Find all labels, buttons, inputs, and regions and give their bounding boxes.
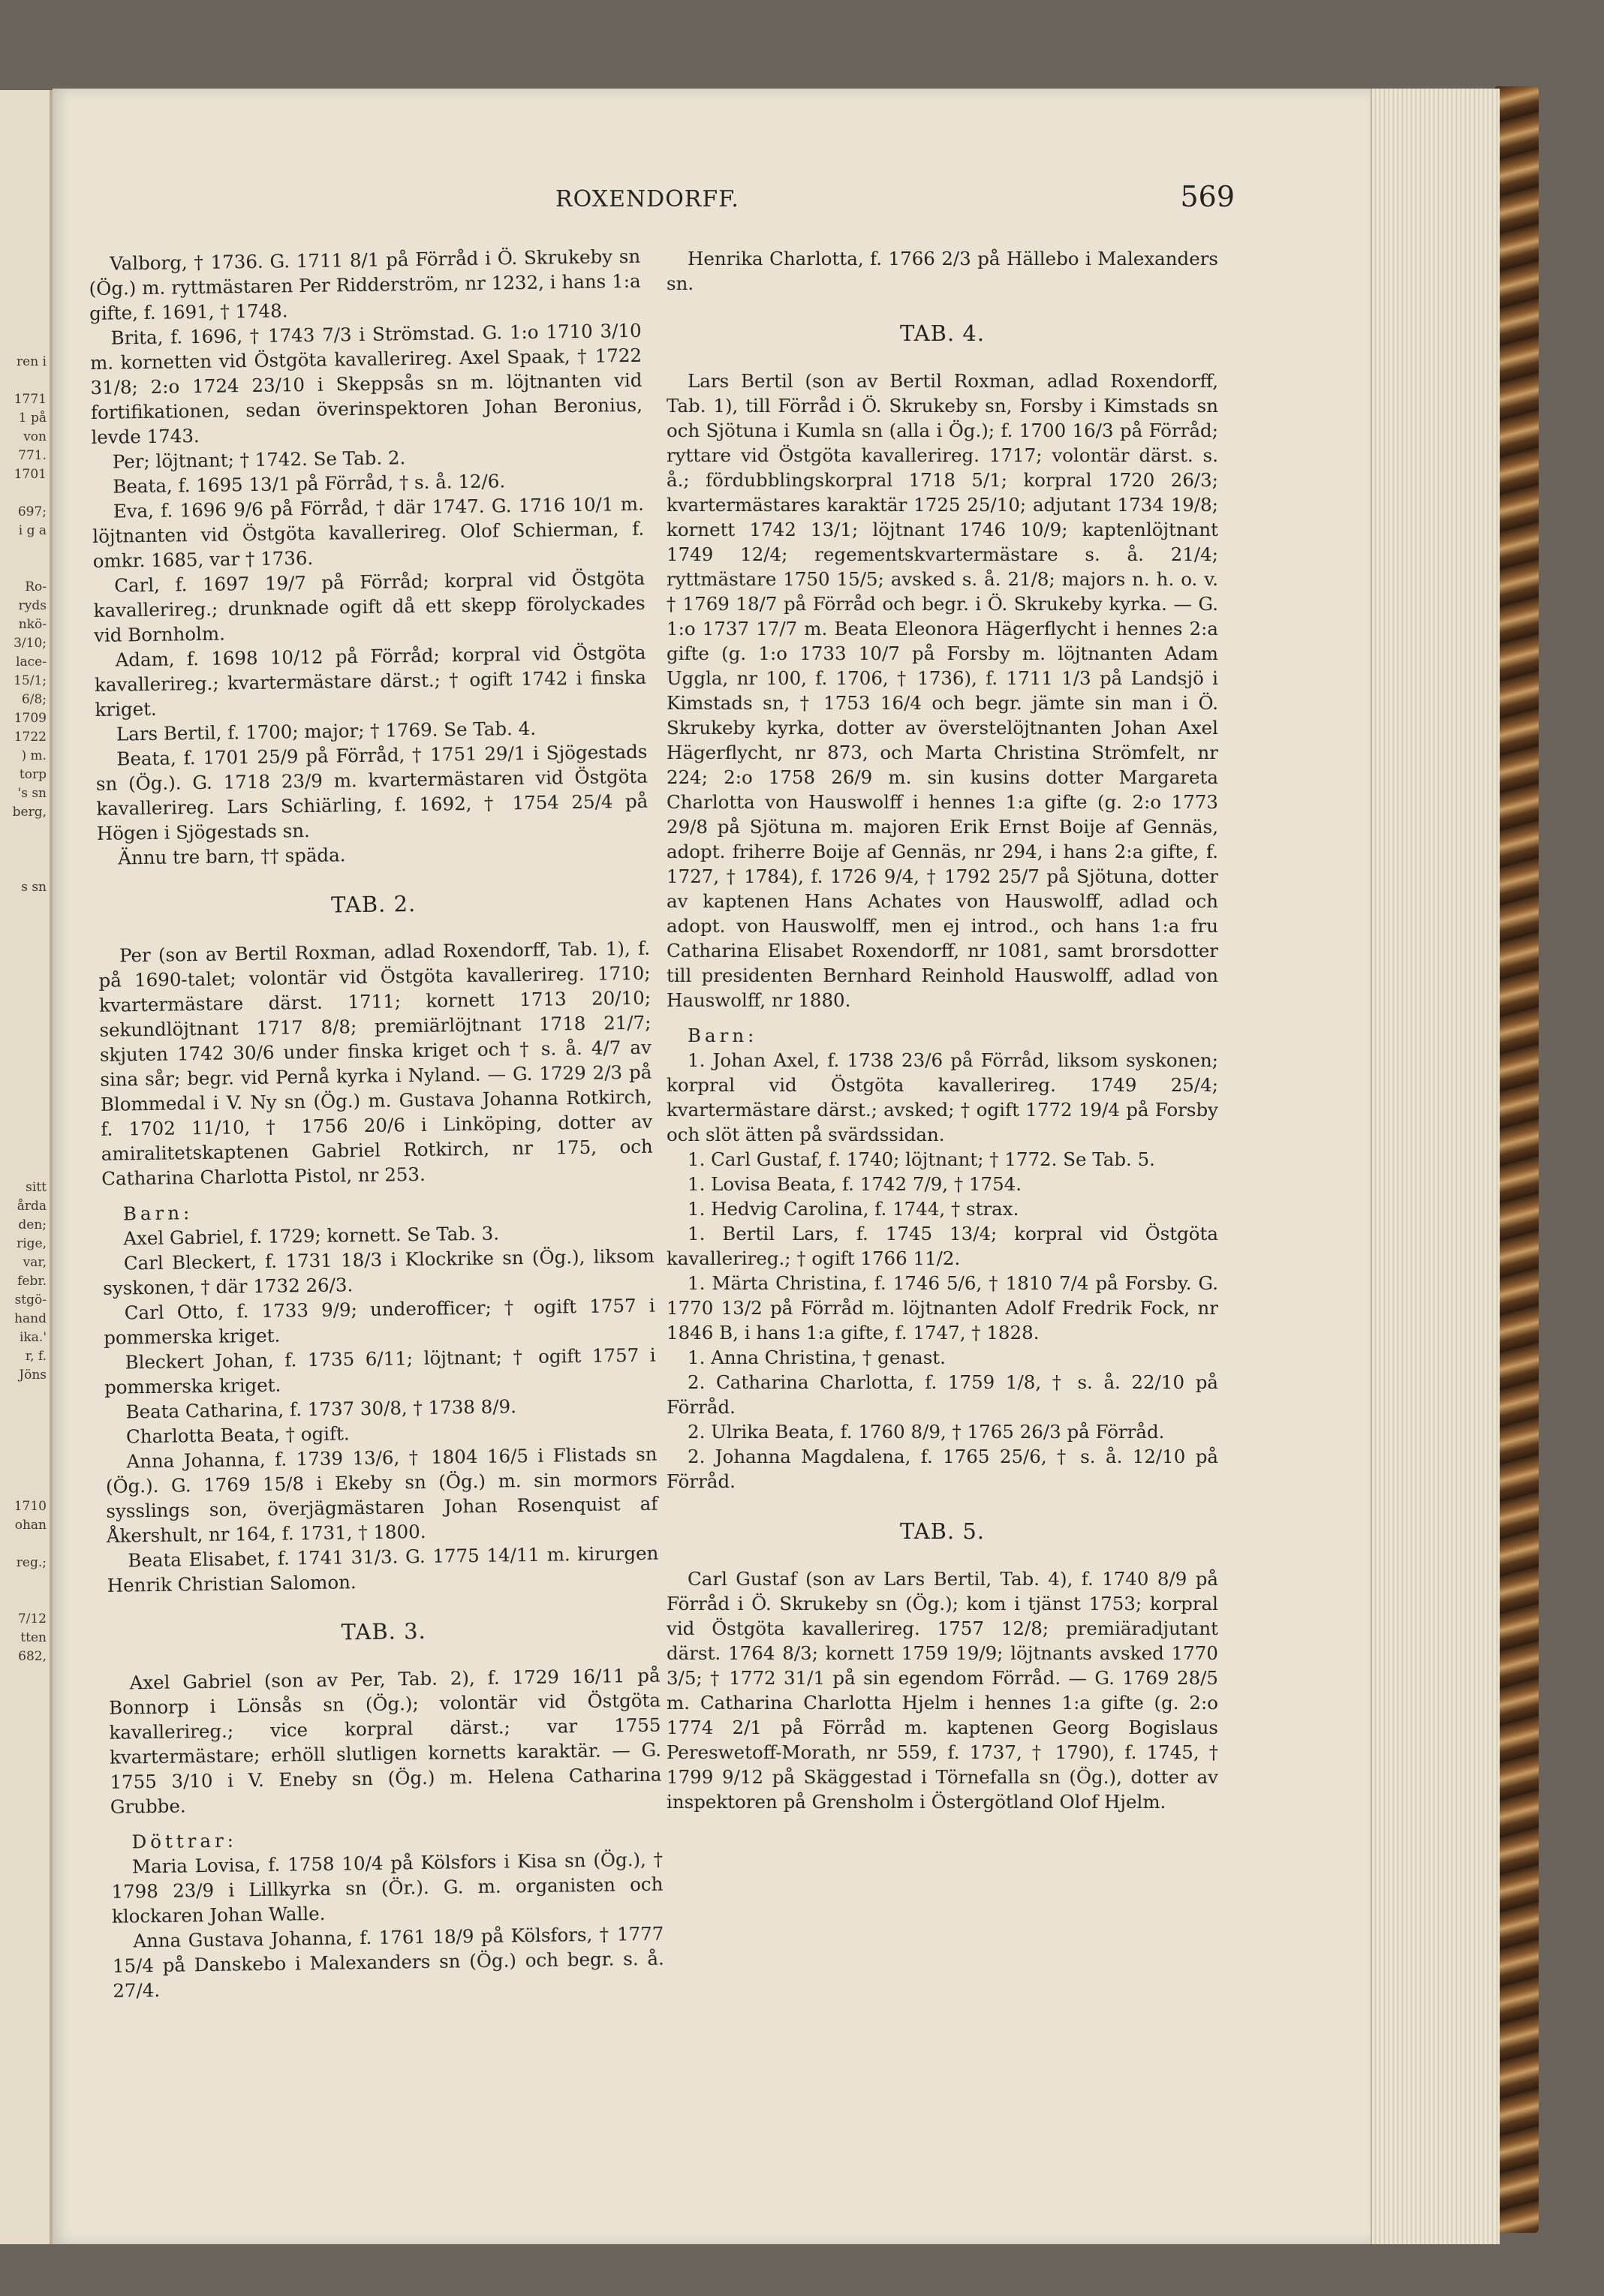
genealogy-entry: 1. Johan Axel, f. 1738 23/6 på Förråd, liksom syskonen; korpral vid Östgöta kavallerireg. 1749 25/4; kvartermästare därst.; avsked; † ogift 1772 19/4 på Forsby och slöt ätten på svärdssidan. — [667, 1049, 1218, 1145]
margin-fragment: 1701 — [14, 467, 47, 482]
genealogy-entry: 1. Märta Christina, f. 1746 5/6, † 1810 7/4 på Forsby. G. 1770 13/2 på Förråd m. löjtnanten Adolf Fredrik Fock, nr 1846 B, i hans 1:a gifte, f. 1747, † 1828. — [667, 1272, 1218, 1344]
margin-fragment: 1709 — [14, 711, 47, 726]
margin-fragment — [0, 859, 47, 878]
margin-fragment — [0, 540, 47, 559]
margin-fragment: ryds — [18, 598, 47, 613]
genealogy-entry: Henrika Charlotta, f. 1766 2/3 på Hällebo i Malexanders sn. — [667, 248, 1218, 294]
margin-fragment — [0, 1385, 47, 1404]
margin-fragment: torp — [19, 767, 47, 782]
margin-fragment — [0, 1160, 47, 1178]
genealogy-entry: Beata Elisabet, f. 1741 31/3. G. 1775 14/11 m. kirurgen Henrik Christian Salomon. — [107, 1542, 659, 1596]
margin-fragment — [0, 1404, 47, 1422]
margin-fragment — [0, 1141, 47, 1160]
genealogy-entry: 2. Ulrika Beata, f. 1760 8/9, † 1765 26/3 på Förråd. — [688, 1421, 1165, 1443]
genealogy-entry: Carl Otto, f. 1733 9/9; underofficer; † ogift 1757 i pommerska kriget. — [104, 1294, 655, 1349]
genealogy-entry: Axel Gabriel, f. 1729; kornett. Se Tab. 3. — [123, 1222, 500, 1250]
genealogy-entry: Beata Catharina, f. 1737 30/8, † 1738 8/9. — [125, 1395, 517, 1423]
running-header-title: ROXENDORFF. — [555, 186, 739, 212]
genealogy-entry: 1. Hedvig Carolina, f. 1744, † strax. — [688, 1198, 1019, 1220]
margin-fragment — [0, 1479, 47, 1497]
genealogy-entry: 2. Johanna Magdalena, f. 1765 25/6, † s. å. 12/10 på Förråd. — [667, 1446, 1218, 1492]
margin-fragment — [0, 1028, 47, 1047]
margin-fragment — [0, 1066, 47, 1085]
previous-page-margin-text — [0, 353, 47, 1666]
margin-fragment: febr. — [17, 1274, 47, 1289]
genealogy-entry: Lars Bertil (son av Bertil Roxman, adlad Roxendorff, Tab. 1), till Förråd i Ö. Skrukeby sn, Forsby i Kimstads sn och Sjötuna i Kumla sn (alla i Ög.); f. 1700 16/3 på Förråd; ryttare vid Östgöta kavallerireg. 1717; volontär därst. s. å.; fördubblingskorpral 1718 5/1; korpral 1720 26/3; kvartermästares karaktär 1725 25/10; adjutant 1734 19/8; kornett 1742 13/1; löjtnant 1746 10/9; kaptenlöjtnant 1749 12/4; regementskvartermästare s. å. 21/4; ryttmästare 1750 15/5; avsked s. å. 21/8; majors n. h. o. v. † 1769 18/7 på Förråd och begr. i Ö. Skrukeby kyrka. — G. 1:o 1737 17/7 m. Beata Eleonora Hägerflycht i hennes 2:a gifte (g. 1:o 1733 10/7 på Forsby m. löjtnanten Adam Uggla, nr 100, f. 1706, † 1736), f. 1711 1/3 på Landsjö i Kimstads sn, † 1753 16/4 och begr. jämte sin man i Ö. Skrukeby kyrka, dotter av överstelöjtnanten Johan Axel Hägerflycht, nr 873, och Marta Christina Strömfelt, nr 224; 2:o 1758 26/9 m. sin kusins dotter Margareta Charlotta von Hauswolff i hennes 1:a gifte (g. 2:o 1773 29/8 på Sjötuna m. majoren Erik Ernst Boije af Gennäs, adopt. friherre Boije af Gennäs, nr 294, i hans 2:a gifte, f. 1727, † 1784), f. 1726 9/4, † 1792 25/7 på Sjötuna, dotter av kaptenen Hans Achates von Hauswolff, adlad och adopt. von Hauswolff, men ej introd., och hans 1:a fru Catharina Elisabet Roxendorff, nr 1081, samt brorsdotter till presidenten Bernhard Reinhold Hauswolff, adlad von Hauswolff, nr 1880. — [667, 370, 1218, 1011]
margin-fragment — [0, 934, 47, 953]
margin-fragment: årda — [17, 1199, 47, 1214]
margin-fragment — [0, 1591, 47, 1610]
margin-fragment: Ro- — [25, 579, 47, 594]
previous-page-strip — [0, 90, 53, 2244]
margin-fragment — [0, 1422, 47, 1441]
margin-fragment — [0, 372, 47, 390]
genealogy-entry: Carl, f. 1697 19/7 på Förråd; korpral vid Östgöta kavallerireg.; drunknade ogift då ett skepp förolyckades vid Bornholm. — [93, 567, 646, 646]
margin-fragment: 1771 — [14, 392, 47, 407]
genealogy-entry: Anna Gustava Johanna, f. 1761 18/9 på Kölsfors, † 1777 15/4 på Danskebo i Malexanders sn (Ög.) och begr. s. å. 27/4. — [112, 1922, 665, 2002]
margin-fragment: den; — [18, 1217, 47, 1232]
genealogy-entry: 1. Lovisa Beata, f. 1742 7/9, † 1754. — [688, 1173, 1022, 1195]
genealogy-entry: 1. Anna Christina, † genast. — [688, 1347, 946, 1368]
margin-fragment: stgö- — [14, 1292, 47, 1307]
genealogy-entry: 1. Carl Gustaf, f. 1740; löjtnant; † 1772. Se Tab. 5. — [688, 1148, 1155, 1170]
margin-fragment: von — [23, 429, 47, 444]
margin-fragment — [0, 972, 47, 991]
genealogy-entry: Carl Bleckert, f. 1731 18/3 i Klockrike sn (Ög.), liksom syskonen, † där 1732 26/3. — [103, 1244, 655, 1299]
table-heading: TAB. 5. — [899, 1518, 986, 1544]
margin-fragment: berg, — [12, 805, 47, 820]
marbled-book-edge — [1494, 86, 1539, 2233]
margin-fragment: ren i — [17, 354, 47, 369]
margin-fragment: ) m. — [21, 748, 47, 763]
genealogy-entry: Valborg, † 1736. G. 1711 8/1 på Förråd i Ö. Skrukeby sn (Ög.) m. ryttmästaren Per Ridderström, nr 1232, i hans 1:a gifte, f. 1691, † 1748. — [89, 245, 641, 324]
genealogy-entry: Per (son av Bertil Roxman, adlad Roxendorff, Tab. 1), f. på 1690-talet; volontär vid Östgöta kavallerireg. 1710; kvartermästare därst. 1711; kornett 1713 20/10; sekundlöjtnant 1717 8/8; premiärlöjtnant 1718 21/7; skjuten 1742 30/6 under finska kriget och † s. å. 4/7 av sina sår; begr. vid Pernå kyrka i Nyland. — G. 1729 2/3 på Blommedal i V. Ny sn (Ög.) m. Gustava Johanna Rotkirch, f. 1702 11/10, † 1756 20/6 i Linköping, dotter av amiralitetskaptenen Gabriel Rotkirch, nr 175, och Catharina Charlotta Pistol, nr 253. — [98, 937, 653, 1190]
margin-fragment — [0, 1441, 47, 1460]
margin-fragment: 771. — [18, 448, 47, 463]
table-heading: TAB. 4. — [899, 320, 986, 346]
genealogy-entry: Bleckert Johan, f. 1735 6/11; löjtnant; † ogift 1757 i pommerska kriget. — [104, 1344, 656, 1398]
margin-fragment: rige, — [17, 1236, 47, 1251]
margin-fragment — [0, 1460, 47, 1479]
genealogy-entry: Beata, f. 1701 25/9 på Förråd, † 1751 29/1 i Sjögestads sn (Ög.). G. 1718 23/9 m. kvartermästaren vid Östgöta kavallerireg. Lars Schiärling, f. 1692, † 1754 25/4 på Högen i Sjögestads sn. — [95, 740, 649, 844]
genealogy-entry: Charlotta Beata, † ogift. — [125, 1422, 350, 1448]
margin-fragment: ika.' — [20, 1330, 47, 1345]
margin-fragment: 1 på — [18, 411, 47, 426]
table-heading: TAB. 2. — [330, 890, 417, 918]
genealogy-entry: 2. Catharina Charlotta, f. 1759 1/8, † s. å. 22/10 på Förråd. — [667, 1371, 1218, 1418]
margin-fragment: 1722 — [14, 730, 47, 745]
genealogy-entry: Ännu tre barn, †† späda. — [118, 844, 346, 869]
margin-fragment — [0, 1010, 47, 1028]
margin-fragment: r, f. — [25, 1349, 47, 1364]
margin-fragment: reg.; — [16, 1555, 47, 1570]
margin-fragment — [0, 559, 47, 578]
margin-fragment — [0, 1572, 47, 1591]
margin-fragment — [0, 1047, 47, 1066]
margin-fragment — [0, 991, 47, 1010]
margin-fragment — [0, 822, 47, 841]
margin-fragment — [0, 916, 47, 934]
margin-fragment: i g a — [18, 523, 47, 538]
margin-fragment — [0, 953, 47, 972]
margin-fragment: var, — [23, 1255, 47, 1270]
margin-fragment: 's sn — [17, 786, 47, 801]
margin-fragment: ohan — [14, 1518, 47, 1533]
margin-fragment: 15/1; — [14, 673, 47, 688]
margin-fragment: 697; — [17, 504, 47, 519]
margin-fragment: s sn — [21, 880, 47, 895]
margin-fragment — [0, 1122, 47, 1141]
genealogy-entry: Maria Lovisa, f. 1758 10/4 på Kölsfors i Kisa sn (Ög.), † 1798 23/9 i Lillkyrka sn (Ör.). G. m. organisten och klockaren Johan Walle. — [111, 1848, 664, 1927]
genealogy-entry: Carl Gustaf (son av Lars Bertil, Tab. 4), f. 1740 8/9 på Förråd i Ö. Skrukeby sn (Ög.); kom i tjänst 1753; korpral vid Östgöta kavallerireg. 1757 12/8; premiäradjutant därst. 1764 8/3; kornett 1759 19/9; löjtnants avsked 1770 3/5; † 1772 31/1 på sin egendom Förråd. — G. 1769 28/5 m. Catharina Charlotta Hjelm i hennes 1:a gifte (g. 2:o 1774 2/1 på Förråd m. kaptenen Georg Bogislaus Pereswetoff-Morath, nr 559, f. 1737, † 1790), f. 1745, † 1799 9/12 på Skäggestad i Törnefalla sn (Ög.), dotter av inspektoren på Grensholm i Östergötland Olof Hjelm. — [667, 1568, 1218, 1813]
genealogy-entry: Adam, f. 1698 10/12 på Förråd; korpral vid Östgöta kavallerireg.; kvartermästare därst.; † ogift 1742 i finska kriget. — [94, 641, 647, 721]
margin-fragment: lace- — [16, 654, 47, 670]
margin-fragment: 3/10; — [14, 636, 47, 651]
genealogy-entry: 1. Bertil Lars, f. 1745 13/4; korpral vid Östgöta kavallerireg.; † ogift 1766 11/2. — [667, 1223, 1218, 1269]
margin-fragment: 6/8; — [21, 692, 47, 707]
margin-fragment: tten — [20, 1630, 47, 1645]
margin-fragment — [0, 897, 47, 916]
genealogy-entry: Beata, f. 1695 13/1 på Förråd, † s. å. 12/6. — [113, 470, 506, 498]
page-number: 569 — [1180, 180, 1235, 213]
children-heading: Barn: — [122, 1202, 194, 1225]
page-block-edges — [1371, 89, 1500, 2244]
genealogy-entry: Anna Johanna, f. 1739 13/6, † 1804 16/5 i Flistads sn (Ög.). G. 1769 15/8 i Ekeby sn (Ög.) m. sin mormors sysslings son, överjägmästaren Johan Rosenquist af Åkershult, nr 164, f. 1731, † 1800. — [105, 1443, 658, 1547]
genealogy-entry: Eva, f. 1696 9/6 på Förråd, † där 1747. G. 1716 10/1 m. löjtnanten vid Östgöta kavallerireg. Olof Schierman, f. omkr. 1685, var † 1736. — [92, 492, 645, 572]
children-heading: Barn: — [688, 1025, 758, 1046]
margin-fragment: 7/12 — [17, 1611, 47, 1626]
left-text-column — [89, 244, 665, 2003]
margin-fragment: 682, — [18, 1649, 47, 1664]
margin-fragment: hand — [14, 1311, 47, 1326]
margin-fragment — [0, 841, 47, 859]
genealogy-entry: Brita, f. 1696, † 1743 7/3 i Strömstad. G. 1:o 1710 3/10 m. kornetten vid Östgöta kavallerireg. Axel Spaak, † 1722 31/8; 2:o 1724 23/10 i Skeppsås sn m. löjtnanten vid fortifikationen, sedan överinspektoren Johan Beronius, levde 1743. — [89, 319, 643, 448]
margin-fragment — [0, 484, 47, 503]
table-heading: TAB. 3. — [341, 1617, 427, 1645]
margin-fragment: nkö- — [18, 617, 47, 632]
margin-fragment — [0, 1535, 47, 1554]
right-text-column — [667, 246, 1218, 1814]
genealogy-entry: Lars Bertil, f. 1700; major; † 1769. Se Tab. 4. — [116, 717, 537, 745]
children-heading: Döttrar: — [131, 1829, 238, 1853]
margin-fragment — [0, 1085, 47, 1103]
genealogy-entry: Per; löjtnant; † 1742. Se Tab. 2. — [112, 447, 406, 473]
margin-fragment — [0, 1103, 47, 1122]
margin-fragment: 1710 — [14, 1499, 47, 1514]
margin-fragment: sitt — [26, 1180, 47, 1195]
margin-fragment: Jöns — [19, 1368, 47, 1383]
genealogy-entry: Axel Gabriel (son av Per, Tab. 2), f. 1729 16/11 på Bonnorp i Lönsås sn (Ög.); volontär vid Östgöta kavallerireg.; vice korpral därst.; var 1755 kvartermästare; erhöll slutligen kornetts karaktär. — G. 1755 3/10 i V. Eneby sn (Ög.) m. Helena Catharina Grubbe. — [108, 1664, 662, 1818]
